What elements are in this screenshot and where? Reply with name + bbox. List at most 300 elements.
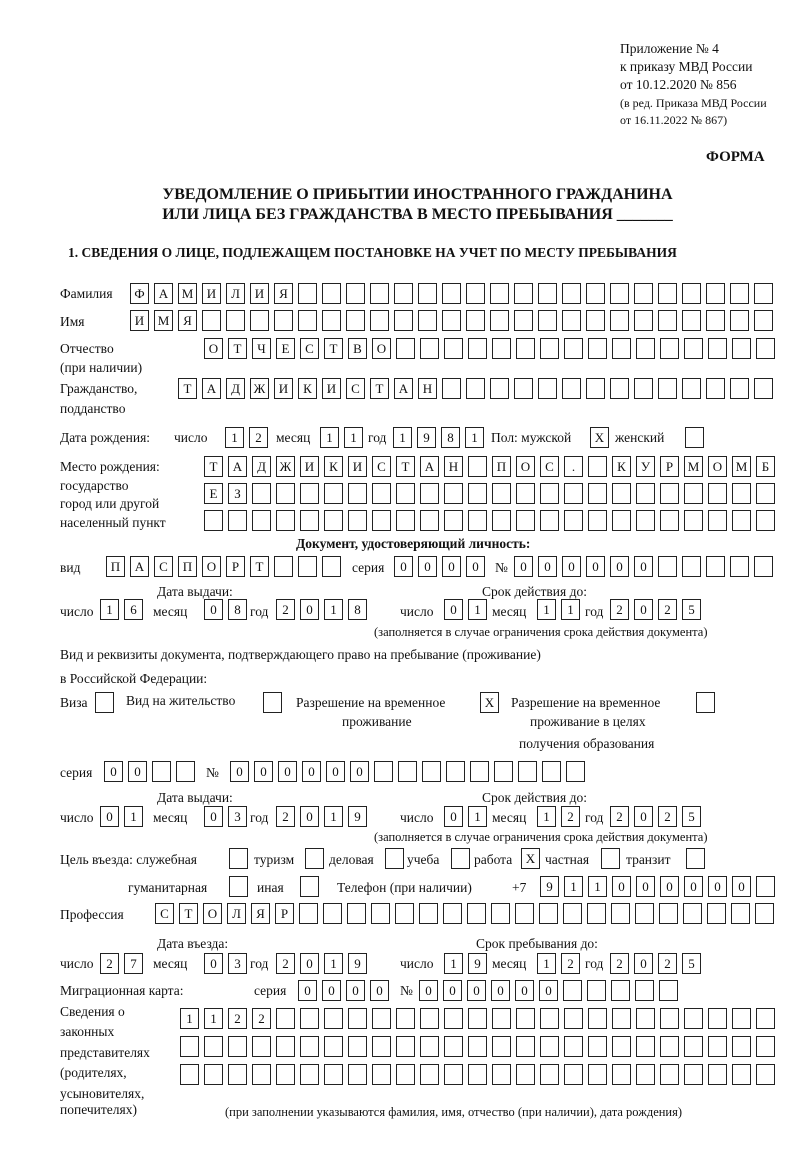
char-box-reps-3[interactable] [540, 1064, 559, 1085]
char-box-doc-kind[interactable] [274, 556, 293, 577]
char-box-reps-3[interactable] [492, 1064, 511, 1085]
char-box-citizenship[interactable] [682, 378, 701, 399]
char-box-surname[interactable]: М [178, 283, 197, 304]
char-box-surname[interactable] [658, 283, 677, 304]
char-box-reps-2[interactable] [300, 1036, 319, 1057]
char-box-profession[interactable] [707, 903, 726, 924]
char-box-reps-1[interactable] [564, 1008, 583, 1029]
char-box-birth-place-2[interactable] [516, 483, 535, 504]
char-box-patronymic[interactable] [636, 338, 655, 359]
char-box-doc-valid-year[interactable]: 2 [658, 599, 677, 620]
char-box-stay-number[interactable] [494, 761, 513, 782]
char-box-stay-number[interactable] [374, 761, 393, 782]
char-box-name[interactable] [322, 310, 341, 331]
char-box-profession[interactable] [539, 903, 558, 924]
char-box-reps-3[interactable] [324, 1064, 343, 1085]
char-box-reps-1[interactable] [684, 1008, 703, 1029]
char-box-birth-place-3[interactable] [588, 510, 607, 531]
char-box-reps-2[interactable] [276, 1036, 295, 1057]
char-box-surname[interactable] [466, 283, 485, 304]
char-box-birth-place-3[interactable] [276, 510, 295, 531]
char-box-phone[interactable] [756, 876, 775, 897]
char-box-reps-1[interactable] [444, 1008, 463, 1029]
checkbox-visa[interactable] [95, 692, 114, 713]
char-box-surname[interactable] [514, 283, 533, 304]
char-box-birth-place-2[interactable] [612, 483, 631, 504]
char-box-surname[interactable]: Л [226, 283, 245, 304]
char-box-phone[interactable]: 9 [540, 876, 559, 897]
char-box-stay-number[interactable]: 0 [350, 761, 369, 782]
char-box-birth-place-2[interactable] [756, 483, 775, 504]
char-box-name[interactable] [562, 310, 581, 331]
char-box-surname[interactable] [298, 283, 317, 304]
char-box-stay-series[interactable]: 0 [128, 761, 147, 782]
char-box-reps-3[interactable] [708, 1064, 727, 1085]
char-box-birth-place-3[interactable] [612, 510, 631, 531]
char-box-birth-place-3[interactable] [372, 510, 391, 531]
char-box-phone[interactable]: 1 [564, 876, 583, 897]
char-box-phone[interactable]: 0 [732, 876, 751, 897]
char-box-patronymic[interactable]: Т [324, 338, 343, 359]
char-box-birth-place-2[interactable] [468, 483, 487, 504]
char-box-doc-series[interactable]: 0 [394, 556, 413, 577]
char-box-citizenship[interactable] [658, 378, 677, 399]
char-box-patronymic[interactable] [756, 338, 775, 359]
char-box-stay-number[interactable]: 0 [326, 761, 345, 782]
char-box-patronymic[interactable] [588, 338, 607, 359]
char-box-name[interactable] [418, 310, 437, 331]
char-box-reps-2[interactable] [204, 1036, 223, 1057]
char-box-reps-1[interactable] [612, 1008, 631, 1029]
char-box-citizenship[interactable] [610, 378, 629, 399]
char-box-stay-series[interactable]: 0 [104, 761, 123, 782]
char-box-birth-place-3[interactable] [756, 510, 775, 531]
char-box-name[interactable] [442, 310, 461, 331]
char-box-profession[interactable] [419, 903, 438, 924]
char-box-mc-number[interactable] [587, 980, 606, 1001]
char-box-reps-1[interactable] [348, 1008, 367, 1029]
char-box-stay-year[interactable]: 2 [610, 953, 629, 974]
char-box-reps-3[interactable] [732, 1064, 751, 1085]
char-box-name[interactable] [730, 310, 749, 331]
char-box-mc-number[interactable] [635, 980, 654, 1001]
char-box-patronymic[interactable]: С [300, 338, 319, 359]
char-box-doc-valid-month[interactable]: 1 [561, 599, 580, 620]
char-box-name[interactable] [658, 310, 677, 331]
char-box-name[interactable] [538, 310, 557, 331]
char-box-name[interactable] [346, 310, 365, 331]
char-box-phone[interactable]: 0 [684, 876, 703, 897]
char-box-reps-1[interactable] [276, 1008, 295, 1029]
char-box-reps-2[interactable] [180, 1036, 199, 1057]
char-box-surname[interactable] [682, 283, 701, 304]
char-box-doc-kind[interactable]: Т [250, 556, 269, 577]
char-box-citizenship[interactable] [514, 378, 533, 399]
char-box-stay-day[interactable]: 9 [468, 953, 487, 974]
char-box-birth-year[interactable]: 1 [465, 427, 484, 448]
char-box-citizenship[interactable]: И [322, 378, 341, 399]
char-box-mc-number[interactable]: 0 [515, 980, 534, 1001]
char-box-mc-number[interactable]: 0 [443, 980, 462, 1001]
checkbox-temp-edu[interactable] [696, 692, 715, 713]
char-box-profession[interactable] [755, 903, 774, 924]
char-box-reps-1[interactable] [372, 1008, 391, 1029]
char-box-citizenship[interactable]: А [394, 378, 413, 399]
char-box-entry-year[interactable]: 2 [276, 953, 295, 974]
char-box-profession[interactable] [467, 903, 486, 924]
char-box-citizenship[interactable] [490, 378, 509, 399]
char-box-surname[interactable] [754, 283, 773, 304]
char-box-stay-issue-year[interactable]: 1 [324, 806, 343, 827]
char-box-doc-series[interactable]: 0 [466, 556, 485, 577]
char-box-reps-3[interactable] [276, 1064, 295, 1085]
char-box-reps-3[interactable] [636, 1064, 655, 1085]
char-box-reps-1[interactable]: 2 [252, 1008, 271, 1029]
char-box-reps-1[interactable] [492, 1008, 511, 1029]
char-box-birth-place-1[interactable]: И [348, 456, 367, 477]
char-box-birth-place-2[interactable] [708, 483, 727, 504]
char-box-patronymic[interactable] [684, 338, 703, 359]
char-box-phone[interactable]: 0 [636, 876, 655, 897]
char-box-doc-kind[interactable] [322, 556, 341, 577]
char-box-stay-number[interactable] [470, 761, 489, 782]
char-box-profession[interactable]: Р [275, 903, 294, 924]
char-box-reps-1[interactable] [732, 1008, 751, 1029]
char-box-reps-2[interactable] [492, 1036, 511, 1057]
char-box-profession[interactable]: Т [179, 903, 198, 924]
char-box-reps-3[interactable] [612, 1064, 631, 1085]
char-box-entry-month[interactable]: 3 [228, 953, 247, 974]
char-box-patronymic[interactable] [660, 338, 679, 359]
char-box-reps-2[interactable] [732, 1036, 751, 1057]
char-box-birth-place-2[interactable]: Е [204, 483, 223, 504]
char-box-reps-2[interactable] [372, 1036, 391, 1057]
char-box-surname[interactable] [418, 283, 437, 304]
char-box-stay-month[interactable]: 2 [561, 953, 580, 974]
char-box-stay-issue-year[interactable]: 9 [348, 806, 367, 827]
char-box-birth-place-3[interactable] [660, 510, 679, 531]
checkbox-sex-female[interactable] [685, 427, 704, 448]
char-box-citizenship[interactable]: К [298, 378, 317, 399]
char-box-reps-2[interactable] [420, 1036, 439, 1057]
char-box-doc-issue-day[interactable]: 1 [100, 599, 119, 620]
char-box-phone[interactable]: 0 [612, 876, 631, 897]
char-box-reps-3[interactable] [588, 1064, 607, 1085]
char-box-birth-place-3[interactable] [564, 510, 583, 531]
char-box-birth-place-3[interactable] [540, 510, 559, 531]
char-box-mc-number[interactable] [563, 980, 582, 1001]
char-box-reps-3[interactable] [204, 1064, 223, 1085]
char-box-stay-year[interactable]: 5 [682, 953, 701, 974]
char-box-patronymic[interactable]: Т [228, 338, 247, 359]
char-box-birth-month[interactable]: 1 [344, 427, 363, 448]
char-box-reps-3[interactable] [564, 1064, 583, 1085]
char-box-doc-kind[interactable]: Р [226, 556, 245, 577]
char-box-reps-2[interactable] [636, 1036, 655, 1057]
char-box-birth-place-1[interactable]: Т [204, 456, 223, 477]
char-box-doc-valid-year[interactable]: 0 [634, 599, 653, 620]
char-box-profession[interactable]: Л [227, 903, 246, 924]
char-box-birth-place-3[interactable] [420, 510, 439, 531]
char-box-name[interactable] [202, 310, 221, 331]
char-box-entry-month[interactable]: 0 [204, 953, 223, 974]
char-box-birth-place-2[interactable] [396, 483, 415, 504]
char-box-reps-3[interactable] [396, 1064, 415, 1085]
char-box-mc-number[interactable] [659, 980, 678, 1001]
char-box-reps-2[interactable] [708, 1036, 727, 1057]
char-box-mc-series[interactable]: 0 [298, 980, 317, 1001]
char-box-stay-valid-year[interactable]: 2 [658, 806, 677, 827]
char-box-birth-place-2[interactable] [564, 483, 583, 504]
char-box-patronymic[interactable] [396, 338, 415, 359]
char-box-birth-place-3[interactable] [636, 510, 655, 531]
char-box-doc-number[interactable] [658, 556, 677, 577]
char-box-stay-series[interactable] [152, 761, 171, 782]
char-box-reps-3[interactable] [756, 1064, 775, 1085]
char-box-stay-issue-year[interactable]: 0 [300, 806, 319, 827]
char-box-birth-place-2[interactable] [372, 483, 391, 504]
char-box-birth-place-3[interactable] [228, 510, 247, 531]
char-box-profession[interactable] [395, 903, 414, 924]
char-box-doc-issue-month[interactable]: 0 [204, 599, 223, 620]
char-box-reps-1[interactable] [636, 1008, 655, 1029]
char-box-doc-issue-year[interactable]: 0 [300, 599, 319, 620]
char-box-patronymic[interactable]: О [372, 338, 391, 359]
char-box-stay-valid-day[interactable]: 0 [444, 806, 463, 827]
char-box-patronymic[interactable] [708, 338, 727, 359]
char-box-reps-1[interactable] [468, 1008, 487, 1029]
char-box-name[interactable] [682, 310, 701, 331]
char-box-entry-year[interactable]: 9 [348, 953, 367, 974]
char-box-profession[interactable]: С [155, 903, 174, 924]
char-box-birth-place-3[interactable] [252, 510, 271, 531]
char-box-stay-valid-month[interactable]: 1 [537, 806, 556, 827]
char-box-profession[interactable] [659, 903, 678, 924]
char-box-citizenship[interactable] [754, 378, 773, 399]
char-box-reps-1[interactable] [420, 1008, 439, 1029]
char-box-birth-month[interactable]: 1 [320, 427, 339, 448]
char-box-reps-3[interactable] [372, 1064, 391, 1085]
char-box-citizenship[interactable]: Т [370, 378, 389, 399]
char-box-birth-place-3[interactable] [444, 510, 463, 531]
char-box-citizenship[interactable] [586, 378, 605, 399]
char-box-name[interactable] [370, 310, 389, 331]
char-box-reps-3[interactable] [228, 1064, 247, 1085]
char-box-phone[interactable]: 0 [708, 876, 727, 897]
char-box-birth-place-2[interactable] [660, 483, 679, 504]
char-box-birth-place-1[interactable]: Т [396, 456, 415, 477]
char-box-doc-series[interactable]: 0 [442, 556, 461, 577]
char-box-birth-place-2[interactable] [588, 483, 607, 504]
char-box-doc-kind[interactable]: А [130, 556, 149, 577]
checkbox-residence[interactable] [263, 692, 282, 713]
char-box-birth-day[interactable]: 1 [225, 427, 244, 448]
char-box-doc-issue-day[interactable]: 6 [124, 599, 143, 620]
char-box-surname[interactable] [586, 283, 605, 304]
char-box-name[interactable] [754, 310, 773, 331]
char-box-birth-place-1[interactable]: И [300, 456, 319, 477]
char-box-name[interactable] [226, 310, 245, 331]
char-box-reps-2[interactable] [540, 1036, 559, 1057]
checkbox-p-private[interactable] [601, 848, 620, 869]
char-box-reps-2[interactable] [396, 1036, 415, 1057]
char-box-birth-place-2[interactable] [540, 483, 559, 504]
char-box-citizenship[interactable]: С [346, 378, 365, 399]
char-box-birth-place-3[interactable] [468, 510, 487, 531]
char-box-birth-place-1[interactable]: М [684, 456, 703, 477]
char-box-doc-issue-year[interactable]: 8 [348, 599, 367, 620]
char-box-profession[interactable] [635, 903, 654, 924]
char-box-profession[interactable] [323, 903, 342, 924]
char-box-doc-number[interactable]: 0 [514, 556, 533, 577]
char-box-surname[interactable]: И [202, 283, 221, 304]
char-box-surname[interactable] [634, 283, 653, 304]
char-box-stay-valid-year[interactable]: 2 [610, 806, 629, 827]
char-box-reps-1[interactable] [588, 1008, 607, 1029]
char-box-name[interactable] [250, 310, 269, 331]
char-box-surname[interactable] [538, 283, 557, 304]
char-box-name[interactable] [490, 310, 509, 331]
char-box-reps-1[interactable] [756, 1008, 775, 1029]
char-box-citizenship[interactable]: И [274, 378, 293, 399]
char-box-mc-number[interactable]: 0 [467, 980, 486, 1001]
char-box-birth-place-2[interactable] [276, 483, 295, 504]
char-box-reps-1[interactable] [516, 1008, 535, 1029]
char-box-birth-place-1[interactable]: С [540, 456, 559, 477]
char-box-surname[interactable]: Я [274, 283, 293, 304]
char-box-doc-kind[interactable]: О [202, 556, 221, 577]
char-box-profession[interactable] [683, 903, 702, 924]
char-box-stay-number[interactable]: 0 [278, 761, 297, 782]
char-box-stay-valid-month[interactable]: 2 [561, 806, 580, 827]
char-box-reps-2[interactable] [348, 1036, 367, 1057]
char-box-birth-place-1[interactable]: Н [444, 456, 463, 477]
char-box-surname[interactable] [610, 283, 629, 304]
char-box-name[interactable] [586, 310, 605, 331]
checkbox-p-transit[interactable] [686, 848, 705, 869]
char-box-surname[interactable] [442, 283, 461, 304]
char-box-stay-number[interactable]: 0 [254, 761, 273, 782]
char-box-stay-series[interactable] [176, 761, 195, 782]
char-box-reps-2[interactable] [684, 1036, 703, 1057]
char-box-doc-issue-year[interactable]: 2 [276, 599, 295, 620]
char-box-birth-place-1[interactable]: К [324, 456, 343, 477]
char-box-birth-year[interactable]: 1 [393, 427, 412, 448]
char-box-doc-number[interactable]: 0 [610, 556, 629, 577]
char-box-reps-3[interactable] [180, 1064, 199, 1085]
char-box-reps-2[interactable] [324, 1036, 343, 1057]
char-box-name[interactable] [394, 310, 413, 331]
char-box-patronymic[interactable] [492, 338, 511, 359]
char-box-patronymic[interactable] [564, 338, 583, 359]
char-box-doc-number[interactable]: 0 [538, 556, 557, 577]
char-box-birth-place-2[interactable] [420, 483, 439, 504]
char-box-citizenship[interactable]: Д [226, 378, 245, 399]
char-box-birth-place-2[interactable] [492, 483, 511, 504]
char-box-stay-number[interactable]: 0 [230, 761, 249, 782]
char-box-surname[interactable] [706, 283, 725, 304]
char-box-birth-place-1[interactable]: П [492, 456, 511, 477]
char-box-mc-number[interactable] [611, 980, 630, 1001]
char-box-surname[interactable]: Ф [130, 283, 149, 304]
char-box-reps-1[interactable]: 2 [228, 1008, 247, 1029]
char-box-birth-place-3[interactable] [684, 510, 703, 531]
char-box-phone[interactable]: 1 [588, 876, 607, 897]
char-box-reps-2[interactable] [252, 1036, 271, 1057]
char-box-citizenship[interactable] [538, 378, 557, 399]
char-box-name[interactable] [610, 310, 629, 331]
char-box-birth-place-1[interactable]: У [636, 456, 655, 477]
char-box-birth-place-2[interactable] [732, 483, 751, 504]
char-box-birth-place-1[interactable]: Р [660, 456, 679, 477]
char-box-birth-place-2[interactable] [444, 483, 463, 504]
char-box-stay-day[interactable]: 1 [444, 953, 463, 974]
char-box-stay-valid-year[interactable]: 0 [634, 806, 653, 827]
char-box-reps-2[interactable] [468, 1036, 487, 1057]
char-box-patronymic[interactable]: О [204, 338, 223, 359]
char-box-citizenship[interactable] [466, 378, 485, 399]
char-box-stay-number[interactable] [566, 761, 585, 782]
char-box-birth-place-1[interactable] [588, 456, 607, 477]
char-box-reps-2[interactable] [756, 1036, 775, 1057]
char-box-surname[interactable]: И [250, 283, 269, 304]
char-box-surname[interactable]: А [154, 283, 173, 304]
char-box-patronymic[interactable] [612, 338, 631, 359]
char-box-stay-number[interactable] [422, 761, 441, 782]
char-box-profession[interactable] [443, 903, 462, 924]
char-box-stay-issue-month[interactable]: 0 [204, 806, 223, 827]
char-box-reps-3[interactable] [444, 1064, 463, 1085]
char-box-profession[interactable] [611, 903, 630, 924]
char-box-mc-series[interactable]: 0 [346, 980, 365, 1001]
char-box-doc-valid-year[interactable]: 5 [682, 599, 701, 620]
char-box-citizenship[interactable] [562, 378, 581, 399]
char-box-patronymic[interactable] [732, 338, 751, 359]
char-box-birth-day[interactable]: 2 [249, 427, 268, 448]
checkbox-p-other[interactable] [300, 876, 319, 897]
char-box-reps-2[interactable] [564, 1036, 583, 1057]
checkbox-temp-res[interactable]: X [480, 692, 499, 713]
char-box-surname[interactable] [370, 283, 389, 304]
char-box-patronymic[interactable] [540, 338, 559, 359]
char-box-reps-2[interactable] [228, 1036, 247, 1057]
char-box-stay-number[interactable] [518, 761, 537, 782]
char-box-stay-issue-month[interactable]: 3 [228, 806, 247, 827]
char-box-mc-series[interactable]: 0 [322, 980, 341, 1001]
checkbox-p-work[interactable]: X [521, 848, 540, 869]
char-box-reps-3[interactable] [468, 1064, 487, 1085]
char-box-reps-2[interactable] [444, 1036, 463, 1057]
char-box-reps-3[interactable] [348, 1064, 367, 1085]
char-box-citizenship[interactable] [442, 378, 461, 399]
char-box-reps-2[interactable] [516, 1036, 535, 1057]
char-box-reps-1[interactable] [300, 1008, 319, 1029]
char-box-citizenship[interactable]: Ж [250, 378, 269, 399]
char-box-entry-day[interactable]: 7 [124, 953, 143, 974]
char-box-citizenship[interactable]: А [202, 378, 221, 399]
char-box-mc-number[interactable]: 0 [539, 980, 558, 1001]
char-box-doc-number[interactable]: 0 [586, 556, 605, 577]
char-box-reps-1[interactable]: 1 [204, 1008, 223, 1029]
char-box-birth-place-1[interactable]: С [372, 456, 391, 477]
char-box-birth-place-1[interactable]: Д [252, 456, 271, 477]
char-box-reps-1[interactable] [708, 1008, 727, 1029]
char-box-reps-2[interactable] [588, 1036, 607, 1057]
char-box-mc-series[interactable]: 0 [370, 980, 389, 1001]
char-box-profession[interactable] [563, 903, 582, 924]
char-box-birth-place-1[interactable]: К [612, 456, 631, 477]
char-box-birth-place-2[interactable] [348, 483, 367, 504]
